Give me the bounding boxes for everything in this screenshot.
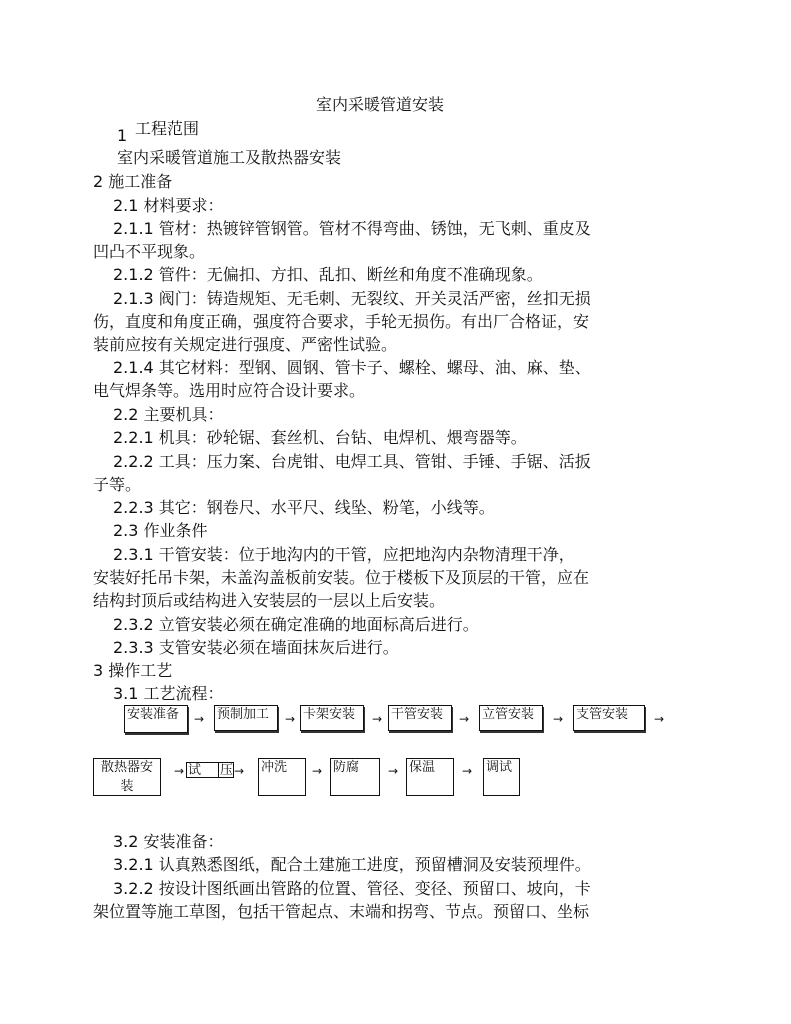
flow-arrow: →	[654, 712, 665, 726]
flow-box-radiator	[93, 758, 161, 796]
text-line: 2.1.2 管件：无偏扣、方扣、乱扣、断丝和角度不准确现象。	[113, 265, 543, 284]
flow-arrow: →	[194, 712, 205, 726]
flow-box-insulation: 保温	[406, 758, 454, 796]
flow-arrow: →	[553, 712, 564, 726]
text-line: 2.2.3 其它：钢卷尺、水平尺、线坠、粉笔，小线等。	[113, 498, 495, 517]
flow-arrow: →	[372, 712, 383, 726]
flow-box-main-pipe: 干管安装	[388, 705, 452, 731]
text-line: 2.3.1 干管安装：位于地沟内的干管，应把地沟内杂物清理干净，	[113, 545, 575, 564]
flow-arrow: →	[312, 764, 323, 778]
flow-box-flush: 冲洗	[258, 758, 306, 796]
flow-arrow: →	[388, 764, 399, 778]
section-3-heading: 3 操作工艺	[93, 661, 173, 680]
flow-arrow: →	[459, 712, 470, 726]
text-line: 2.2 主要机具：	[113, 405, 224, 424]
text-line: 2.2.1 机具：砂轮锯、套丝机、台钻、电焊机、煨弯器等。	[113, 428, 527, 447]
page-title: 室内采暖管道安装	[316, 95, 445, 114]
text-line: 子等。	[93, 475, 142, 494]
text-line: 2.3 作业条件	[113, 521, 208, 540]
text-line: 2.1.3 阀门：铸造规矩、无毛刺、无裂纹、开关灵活严密，丝扣无损	[113, 289, 591, 308]
text-line: 电气焊条等。选用时应符合设计要求。	[93, 381, 366, 400]
flow-box-prefab: 预制加工	[214, 705, 278, 731]
section-2-heading: 2 施工准备	[93, 172, 173, 191]
flow-box-debug: 调试	[483, 758, 520, 796]
text-line: 室内采暖管道施工及散热器安装	[117, 148, 342, 167]
text-line: 2.3.2 立管安装必须在确定准确的地面标高后进行。	[113, 615, 479, 634]
text-line: 2.1.1 管材：热镀锌管钢管。管材不得弯曲、锈蚀，无飞刺、重皮及	[113, 219, 591, 238]
text-line: 3.2.2 按设计图纸画出管路的位置、管径、变径、预留口、坡向，卡	[113, 879, 591, 898]
text-line: 2.1 材料要求：	[113, 196, 224, 215]
radiator-label-2: 装	[120, 779, 134, 794]
flow-arrow: →	[285, 712, 296, 726]
flow-box-bracket: 卡架安装	[300, 705, 364, 731]
text-line: 凹凸不平现象。	[93, 242, 206, 261]
radiator-label-1: 散热器安	[100, 760, 153, 775]
text-line: 3.1 工艺流程：	[113, 684, 224, 703]
flow-box-install-prep: 安装准备	[124, 705, 188, 733]
text-line: 2.2.2 工具：压力案、台虎钳、电焊工具、管钳、手锤、手锯、活扳	[113, 452, 591, 471]
text-line: 结构封顶后或结构进入安装层的一层以上后安装。	[93, 591, 446, 610]
section-1-heading: 工程范围	[135, 119, 200, 138]
text-line: 2.1.4 其它材料：型钢、圆钢、管卡子、螺栓、螺母、油、麻、垫、	[113, 358, 591, 377]
section-1-number: 1	[117, 126, 128, 145]
text-line: 3.2.1 认真熟悉图纸，配合土建施工进度，预留槽洞及安装预埋件。	[113, 855, 591, 874]
text-line: 2.3.3 支管安装必须在墙面抹灰后进行。	[113, 638, 399, 657]
text-line: 架位置等施工草图，包括干管起点、末端和拐弯、节点。预留口、坐标	[93, 902, 590, 921]
flow-arrow: →	[462, 764, 473, 778]
text-line: 伤，直度和角度正确，强度符合要求，手轮无损伤。有出厂合格证，安	[93, 312, 590, 331]
text-line: 安装好托吊卡架，未盖沟盖板前安装。位于楼板下及顶层的干管，应在	[93, 568, 590, 587]
flow-box-anticorrosion: 防腐	[330, 758, 380, 796]
flow-box-test-a: 试	[186, 762, 218, 778]
flow-box-riser: 立管安装	[479, 705, 543, 731]
flow-arrow: →	[174, 764, 185, 778]
flow-arrow: →	[234, 764, 245, 778]
text-line: 3.2 安装准备：	[113, 832, 224, 851]
text-line: 装前应按有关规定进行强度、严密性试验。	[93, 335, 398, 354]
flow-box-test-b: 压	[220, 763, 234, 778]
flow-box-branch: 支管安装	[573, 705, 645, 731]
